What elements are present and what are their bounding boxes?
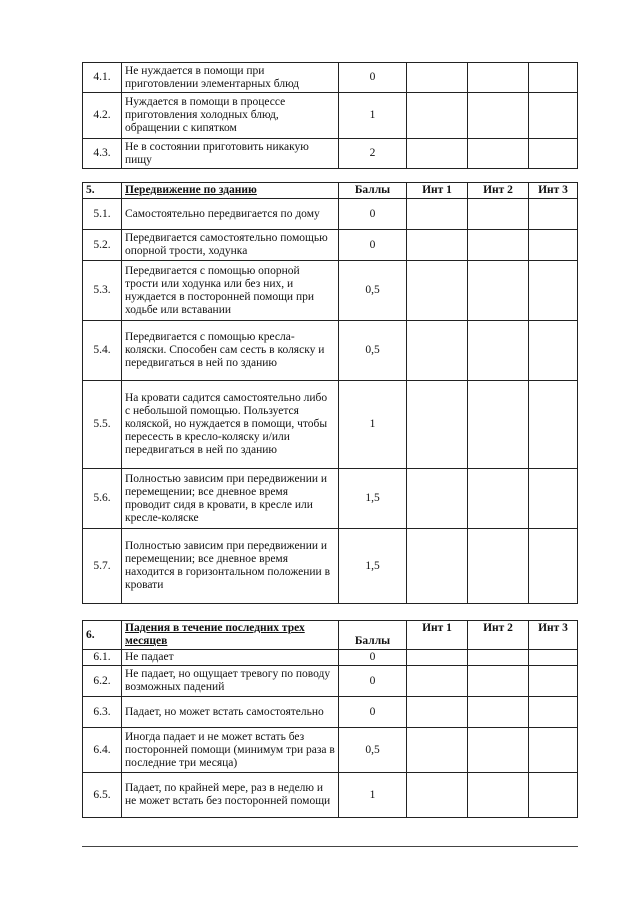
section-header-row	[83, 183, 578, 199]
row-number: 5.5.	[83, 381, 122, 469]
int1-cell[interactable]	[407, 381, 468, 469]
table-row	[83, 261, 578, 321]
int1-cell[interactable]	[407, 469, 468, 529]
int1-header: Инт 1	[407, 183, 468, 199]
row-number: 5.3.	[83, 261, 122, 321]
row-description: Передвигается самостоятельно помощью опорной трости, ходунка	[122, 230, 339, 261]
int3-cell[interactable]	[529, 469, 578, 529]
row-description: Не падает	[122, 650, 339, 666]
row-score: 0	[339, 230, 407, 261]
row-description: Передвигается с помощью кресла-коляски. Способен сам сесть в коляску и передвигаться в ней по зданию	[122, 321, 339, 381]
row-number: 4.3.	[83, 139, 122, 169]
row-number: 5.6.	[83, 469, 122, 529]
int2-cell[interactable]	[468, 93, 529, 139]
table-row	[83, 93, 578, 139]
row-number: 6.5.	[83, 773, 122, 818]
section5-table	[82, 182, 578, 604]
row-description: Полностью зависим при передвижении и перемещении; все дневное время проводит сидя в кровати, в кресле или кресле-коляске	[122, 469, 339, 529]
table-row	[83, 666, 578, 697]
int3-cell[interactable]	[529, 697, 578, 728]
row-description: Полностью зависим при передвижении и перемещении; все дневное время находится в горизонтальном положении в кровати	[122, 529, 339, 604]
row-score: 2	[339, 139, 407, 169]
int1-cell[interactable]	[407, 230, 468, 261]
section-title: Падения в течение последних трех месяцев	[122, 621, 339, 650]
row-score: 1	[339, 93, 407, 139]
int3-cell[interactable]	[529, 381, 578, 469]
table-row	[83, 697, 578, 728]
int1-cell[interactable]	[407, 63, 468, 93]
table-row	[83, 469, 578, 529]
row-score: 1,5	[339, 529, 407, 604]
int3-cell[interactable]	[529, 63, 578, 93]
int3-cell[interactable]	[529, 321, 578, 381]
table-row	[83, 230, 578, 261]
row-description: Не нуждается в помощи при приготовлении элементарных блюд	[122, 63, 339, 93]
row-number: 6.2.	[83, 666, 122, 697]
int2-cell[interactable]	[468, 650, 529, 666]
row-score: 0	[339, 199, 407, 230]
int1-header: Инт 1	[407, 621, 468, 650]
int3-cell[interactable]	[529, 773, 578, 818]
table-row	[83, 650, 578, 666]
int1-cell[interactable]	[407, 199, 468, 230]
int1-cell[interactable]	[407, 728, 468, 773]
row-number: 4.1.	[83, 63, 122, 93]
score-header: Баллы	[339, 183, 407, 199]
row-number: 5.1.	[83, 199, 122, 230]
int1-cell[interactable]	[407, 666, 468, 697]
int2-cell[interactable]	[468, 261, 529, 321]
row-number: 5.2.	[83, 230, 122, 261]
int2-cell[interactable]	[468, 230, 529, 261]
row-description: Не падает, но ощущает тревогу по поводу возможных падений	[122, 666, 339, 697]
footer-divider	[82, 846, 578, 847]
row-score: 0,5	[339, 321, 407, 381]
row-score: 1	[339, 773, 407, 818]
section4-table	[82, 62, 578, 169]
row-description: Передвигается с помощью опорной трости или ходунка или без них, и нуждается в посторонней помощи при ходьбе или вставании	[122, 261, 339, 321]
section-title: Передвижение по зданию	[122, 183, 339, 199]
int2-cell[interactable]	[468, 728, 529, 773]
table-row	[83, 63, 578, 93]
int1-cell[interactable]	[407, 139, 468, 169]
row-description: Падает, по крайней мере, раз в неделю и не может встать без посторонней помощи	[122, 773, 339, 818]
int1-cell[interactable]	[407, 261, 468, 321]
int3-header: Инт 3	[529, 621, 578, 650]
row-score: 0	[339, 63, 407, 93]
table-row	[83, 728, 578, 773]
int1-cell[interactable]	[407, 773, 468, 818]
table-row	[83, 381, 578, 469]
table-row	[83, 321, 578, 381]
row-description: Падает, но может встать самостоятельно	[122, 697, 339, 728]
row-number: 5.7.	[83, 529, 122, 604]
int3-cell[interactable]	[529, 529, 578, 604]
int2-cell[interactable]	[468, 199, 529, 230]
table-row	[83, 199, 578, 230]
row-description: На кровати садится самостоятельно либо с небольшой помощью. Пользуется коляской, но нуждается в помощи, чтобы пересесть в кресло-коляску и/или передвигаться в ней по зданию	[122, 381, 339, 469]
row-score: 0	[339, 697, 407, 728]
int2-cell[interactable]	[468, 773, 529, 818]
int1-cell[interactable]	[407, 697, 468, 728]
section6-table	[82, 620, 578, 818]
int1-cell[interactable]	[407, 650, 468, 666]
row-number: 6.1.	[83, 650, 122, 666]
int3-cell[interactable]	[529, 650, 578, 666]
int2-cell[interactable]	[468, 139, 529, 169]
table-row	[83, 529, 578, 604]
row-score: 1,5	[339, 469, 407, 529]
row-description: Иногда падает и не может встать без посторонней помощи (минимум три раза в последние три месяца)	[122, 728, 339, 773]
int2-header: Инт 2	[468, 621, 529, 650]
int3-header: Инт 3	[529, 183, 578, 199]
row-number: 6.3.	[83, 697, 122, 728]
row-number: 4.2.	[83, 93, 122, 139]
int2-cell[interactable]	[468, 321, 529, 381]
int3-cell[interactable]	[529, 666, 578, 697]
int3-cell[interactable]	[529, 199, 578, 230]
row-score: 0,5	[339, 728, 407, 773]
row-description: Самостоятельно передвигается по дому	[122, 199, 339, 230]
int3-cell[interactable]	[529, 139, 578, 169]
int3-cell[interactable]	[529, 230, 578, 261]
int2-cell[interactable]	[468, 697, 529, 728]
int2-cell[interactable]	[468, 381, 529, 469]
int1-cell[interactable]	[407, 321, 468, 381]
int1-cell[interactable]	[407, 529, 468, 604]
int2-cell[interactable]	[468, 529, 529, 604]
int3-cell[interactable]	[529, 261, 578, 321]
table-row	[83, 139, 578, 169]
int2-cell[interactable]	[468, 666, 529, 697]
row-score: 1	[339, 381, 407, 469]
int3-cell[interactable]	[529, 93, 578, 139]
row-score: 0	[339, 650, 407, 666]
section-number: 5.	[83, 183, 122, 199]
int1-cell[interactable]	[407, 93, 468, 139]
int2-cell[interactable]	[468, 63, 529, 93]
row-score: 0	[339, 666, 407, 697]
row-score: 0,5	[339, 261, 407, 321]
score-header: Баллы	[339, 621, 407, 650]
row-description: Нуждается в помощи в процессе приготовления холодных блюд, обращении с кипятком	[122, 93, 339, 139]
section-number: 6.	[83, 621, 122, 650]
int3-cell[interactable]	[529, 728, 578, 773]
section-header-row	[83, 621, 578, 650]
row-number: 6.4.	[83, 728, 122, 773]
int2-header: Инт 2	[468, 183, 529, 199]
row-description: Не в состоянии приготовить никакую пищу	[122, 139, 339, 169]
row-number: 5.4.	[83, 321, 122, 381]
int2-cell[interactable]	[468, 469, 529, 529]
table-row	[83, 773, 578, 818]
